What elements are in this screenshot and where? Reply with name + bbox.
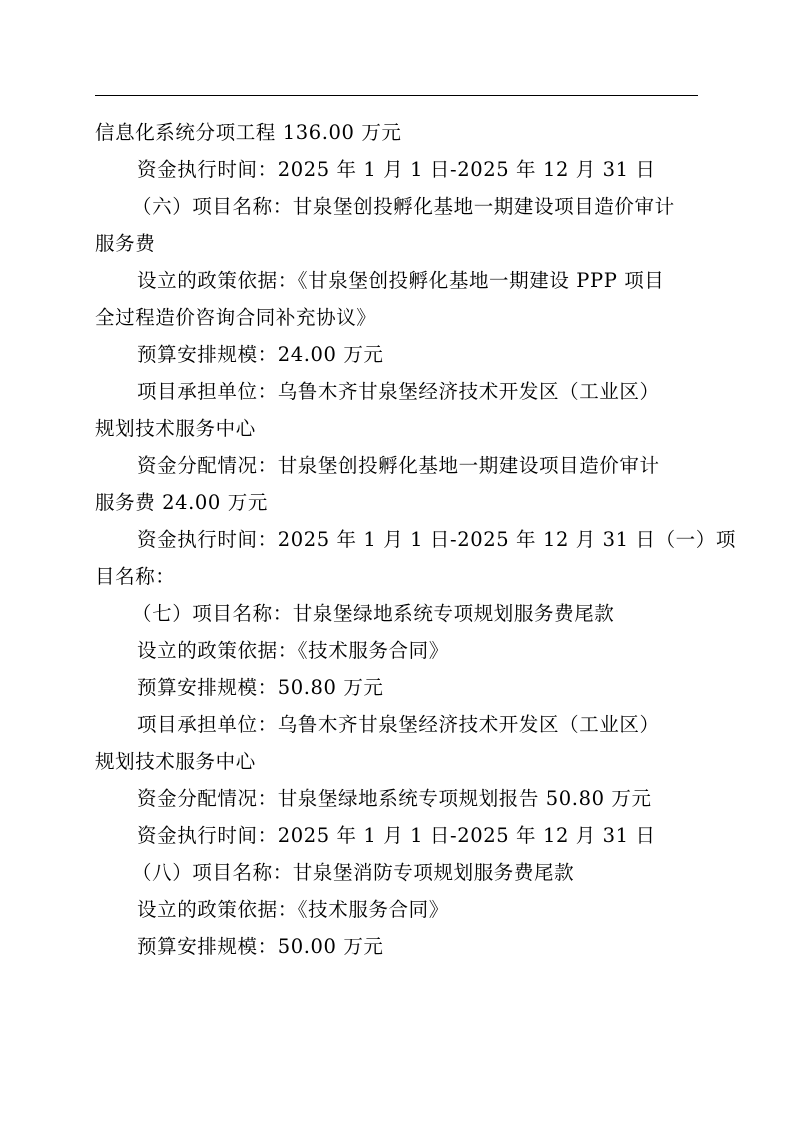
text-line-2: 资金执行时间：2025 年 1 月 1 日-2025 年 12 月 31 日	[137, 158, 656, 181]
document-body	[95, 114, 736, 965]
text-line-19: 资金分配情况：甘泉堡绿地系统专项规划报告 50.80 万元	[137, 787, 652, 810]
text-line-7: 预算安排规模：24.00 万元	[137, 343, 384, 366]
text-line-1: 信息化系统分项工程 136.00 万元	[95, 121, 402, 144]
text-line-11: 服务费 24.00 万元	[95, 491, 268, 514]
text-line-12: 资金执行时间：2025 年 1 月 1 日-2025 年 12 月 31 日（一）项	[137, 528, 736, 551]
text-line-16: 预算安排规模：50.80 万元	[137, 676, 384, 699]
text-line-15: 设立的政策依据：《技术服务合同》	[137, 639, 449, 662]
header-rule	[95, 95, 698, 96]
text-line-9: 规划技术服务中心	[95, 417, 256, 440]
text-line-18: 规划技术服务中心	[95, 750, 256, 773]
text-line-21: （八）项目名称：甘泉堡消防专项规划服务费尾款	[132, 861, 575, 884]
text-line-3: （六）项目名称：甘泉堡创投孵化基地一期建设项目造价审计	[132, 195, 675, 218]
text-line-14: （七）项目名称：甘泉堡绿地系统专项规划服务费尾款	[132, 602, 615, 625]
text-line-23: 预算安排规模：50.00 万元	[137, 935, 384, 958]
text-line-6: 全过程造价咨询合同补充协议》	[95, 306, 377, 329]
text-line-4: 服务费	[95, 232, 156, 255]
text-line-17: 项目承担单位：乌鲁木齐甘泉堡经济技术开发区（工业区）	[137, 713, 660, 736]
text-line-13: 目名称：	[95, 565, 176, 588]
text-line-8: 项目承担单位：乌鲁木齐甘泉堡经济技术开发区（工业区）	[137, 380, 660, 403]
text-line-20: 资金执行时间：2025 年 1 月 1 日-2025 年 12 月 31 日	[137, 824, 656, 847]
text-line-10: 资金分配情况：甘泉堡创投孵化基地一期建设项目造价审计	[137, 454, 660, 477]
text-line-22: 设立的政策依据：《技术服务合同》	[137, 898, 449, 921]
text-line-5: 设立的政策依据：《甘泉堡创投孵化基地一期建设 PPP 项目	[137, 269, 665, 292]
